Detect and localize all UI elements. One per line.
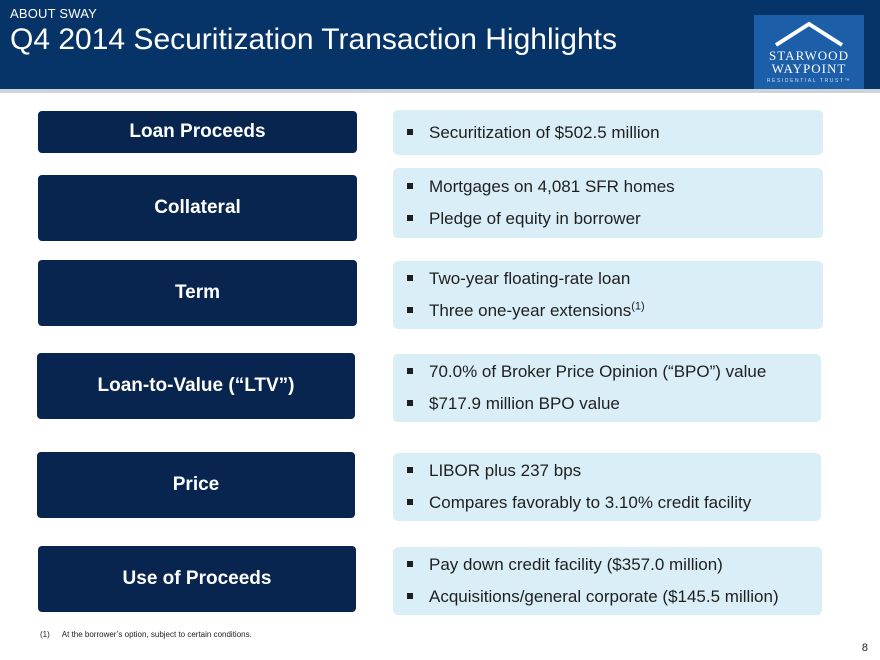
logo-line-3: RESIDENTIAL TRUST™ bbox=[766, 78, 852, 84]
bullet-text: Mortgages on 4,081 SFR homes bbox=[429, 177, 675, 196]
bullet-item bbox=[407, 171, 823, 203]
bullet-item bbox=[407, 388, 821, 420]
bullet-text: Pledge of equity in borrower bbox=[429, 209, 641, 228]
bullet-text: $717.9 million BPO value bbox=[429, 394, 620, 413]
bullet-item bbox=[407, 117, 823, 149]
bullet-square-icon bbox=[407, 467, 413, 473]
logo-line-1: STARWOOD bbox=[769, 48, 849, 63]
bullet-item bbox=[407, 581, 822, 613]
bullet-square-icon bbox=[407, 593, 413, 599]
company-logo bbox=[754, 15, 864, 89]
house-roof-icon bbox=[754, 15, 864, 49]
row-label-text: Use of Proceeds bbox=[122, 568, 272, 589]
row-label-loan-to-value bbox=[37, 353, 355, 419]
row-label-text: Collateral bbox=[154, 197, 241, 218]
row-label-text: Loan Proceeds bbox=[129, 121, 266, 142]
bullet-item bbox=[407, 295, 823, 327]
row-bullets-use-of-proceeds bbox=[393, 547, 822, 615]
bullet-text: Two-year floating-rate loan bbox=[429, 269, 631, 288]
bullet-text: Three one-year extensions$^{(1)}$ bbox=[429, 300, 645, 320]
page-title: Q4 2014 Securitization Transaction Highlights bbox=[10, 23, 618, 56]
row-label-price bbox=[37, 452, 355, 518]
row-label-text: Term bbox=[174, 282, 221, 303]
footnote-text: At the borrower’s option, subject to certain conditions. bbox=[61, 630, 252, 639]
bullet-text: Pay down credit facility ($357.0 million) bbox=[429, 555, 723, 574]
bullet-square-icon bbox=[407, 275, 413, 281]
bullet-square-icon bbox=[407, 215, 413, 221]
bullet-text: Compares favorably to 3.10% credit facility bbox=[429, 493, 752, 512]
section-kicker: ABOUT SWAY bbox=[10, 6, 97, 21]
footnote-reference: (1) bbox=[631, 300, 645, 313]
footnote bbox=[40, 630, 252, 639]
row-bullets-term bbox=[393, 261, 823, 329]
bullet-square-icon bbox=[407, 183, 413, 189]
bullet-square-icon bbox=[407, 307, 413, 313]
row-label-collateral bbox=[38, 175, 357, 241]
row-label-use-of-proceeds bbox=[38, 546, 356, 612]
row-label-loan-proceeds bbox=[38, 111, 357, 153]
row-bullets-price bbox=[393, 453, 821, 521]
bullet-square-icon bbox=[407, 499, 413, 505]
bullet-item bbox=[407, 549, 822, 581]
bullet-item bbox=[407, 263, 823, 295]
row-bullets-loan-proceeds bbox=[393, 110, 823, 155]
bullet-square-icon bbox=[407, 400, 413, 406]
row-label-text: Price bbox=[172, 474, 220, 495]
bullet-square-icon bbox=[407, 561, 413, 567]
footnote-number: (1) bbox=[40, 630, 50, 639]
bullet-text: Acquisitions/general corporate ($145.5 million) bbox=[429, 587, 779, 606]
bullet-square-icon bbox=[407, 129, 413, 135]
row-label-text: Loan-to-Value (“LTV”) bbox=[97, 375, 295, 396]
bullet-text: LIBOR plus 237 bps bbox=[429, 461, 582, 480]
bullet-square-icon bbox=[407, 368, 413, 374]
bullet-item bbox=[407, 487, 821, 519]
header-bar bbox=[0, 0, 880, 89]
bullet-item bbox=[407, 356, 821, 388]
bullet-item bbox=[407, 455, 821, 487]
header-divider bbox=[0, 89, 880, 93]
logo-line-2: WAYPOINT bbox=[771, 61, 847, 76]
row-label-term bbox=[38, 260, 357, 326]
bullet-text: 70.0% of Broker Price Opinion (“BPO”) value bbox=[429, 362, 767, 381]
bullet-text: Securitization of $502.5 million bbox=[429, 122, 660, 142]
page-number: 8 bbox=[861, 642, 868, 654]
bullet-item bbox=[407, 203, 823, 235]
row-bullets-collateral bbox=[393, 168, 823, 238]
row-bullets-loan-to-value bbox=[393, 354, 821, 422]
